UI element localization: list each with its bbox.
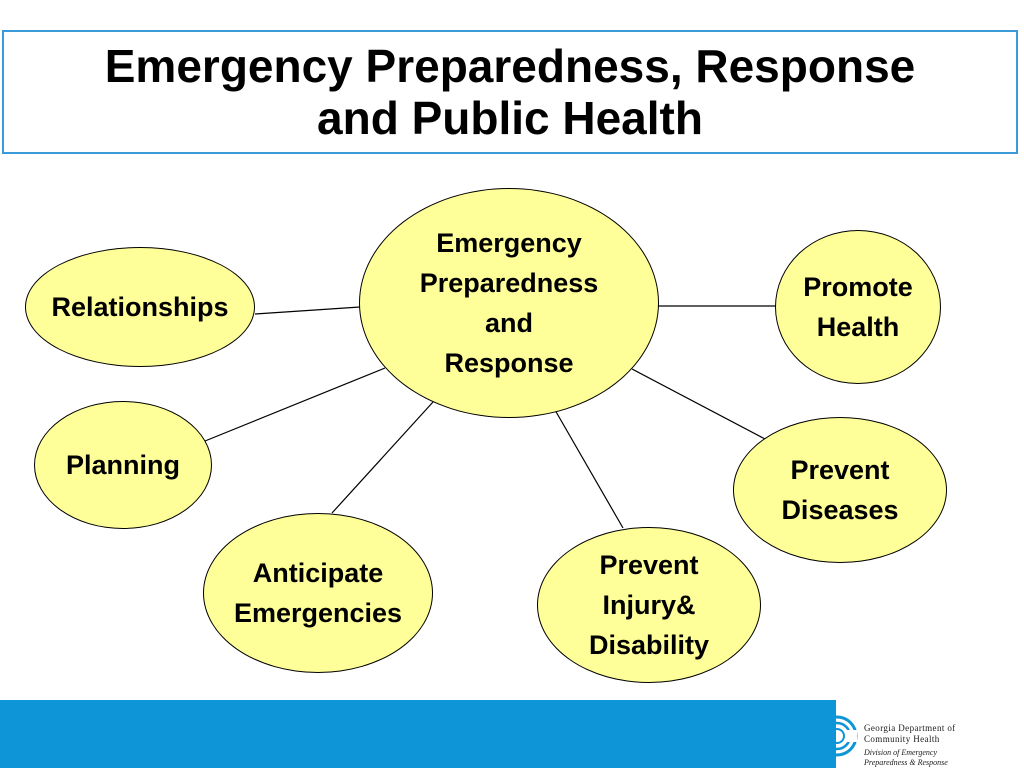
logo-division-name: Division of Emergency Preparedness & Response — [864, 748, 948, 767]
connector-anticipate-emergencies — [332, 402, 433, 513]
connector-relationships — [255, 307, 360, 314]
georgia-dch-logo-icon — [815, 714, 859, 758]
footer-bar — [0, 700, 836, 768]
node-promote-health: Promote Health — [775, 230, 941, 384]
node-anticipate-emergencies: Anticipate Emergencies — [203, 513, 433, 673]
node-relationships: Relationships — [25, 247, 255, 367]
connector-prevent-injury-disability — [555, 410, 623, 528]
node-prevent-diseases: Prevent Diseases — [733, 417, 947, 563]
center-node-emergency-preparedness: Emergency Preparedness and Response — [359, 188, 659, 418]
connector-prevent-diseases — [632, 369, 767, 440]
node-prevent-injury-disability: Prevent Injury& Disability — [537, 527, 761, 683]
page-title-line-1: Emergency Preparedness, Response — [104, 40, 916, 92]
node-planning: Planning — [34, 401, 212, 529]
page-title-line-2: and Public Health — [317, 92, 703, 144]
logo-org-name: Georgia Department of Community Health — [864, 723, 956, 744]
connector-planning — [205, 368, 385, 441]
